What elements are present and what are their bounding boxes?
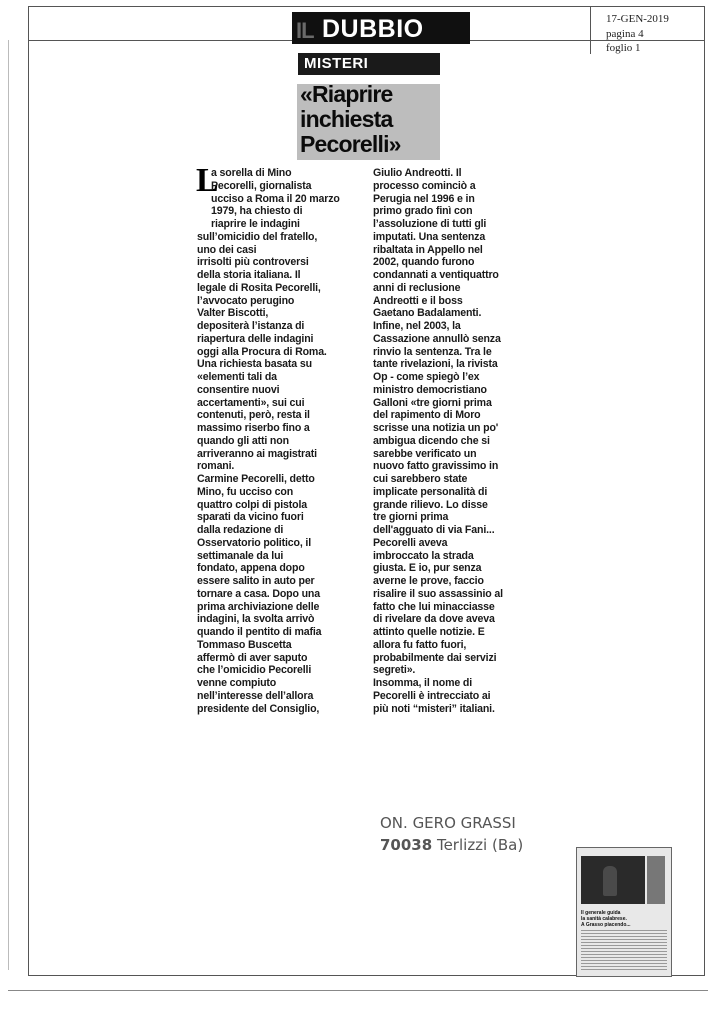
article-line: condannati a ventiquattro [373,269,499,281]
article-line: uno dei casi [197,243,257,256]
article-line: Una richiesta basata su [197,358,312,371]
article-line: 1979, ha chiesto di [211,205,303,218]
article-line: a sorella di Mino [211,167,292,179]
article-line: quattro colpi di pistola [197,498,307,511]
headline-line: inchiesta [300,106,393,132]
article-line: «elementi tali da [197,371,277,383]
thumbnail-side-photo [647,856,665,904]
article-line: imputati. Una sentenza [373,230,486,243]
article-line: implicate personalità di [373,485,488,498]
thumbnail-caption-line: A Grasso piacendo... [581,922,631,928]
article-line: arriveranno ai magistrati [197,447,317,460]
article-line: accertamenti», sui cui [197,396,305,409]
article-line: tornare a casa. Dopo una [197,587,320,600]
article-line: contenuti, però, resta il [197,409,310,422]
article-line: Infine, nel 2003, la [373,320,461,332]
article-line: nell’interesse dell’allora [197,689,314,702]
article-line: allora fu fatto fuori, [373,638,467,651]
article-line: consentire nuovi [197,383,280,396]
masthead-name: DUBBIO [322,15,424,43]
thumbnail-figure [603,866,617,896]
article-line: nuovo fatto gravissimo in [373,460,499,473]
article-line: risalire il suo assassinio al [373,587,503,600]
clip-sheet: foglio 1 [606,42,641,54]
article-line: dell'agguato di via Fani... [373,524,495,536]
article-line: Carmine Pecorelli, detto [197,473,315,485]
article-line: massimo riserbo fino a [197,422,310,434]
stamp-city: Terlizzi (Ba) [436,836,524,854]
article-line: prima archiviazione delle [197,600,320,613]
article-line: riaprire le indagini [211,218,300,230]
article-line: l’assoluzione di tutti gli [373,218,487,230]
headline-line: «Riaprire [300,81,393,107]
article-line: Gaetano Badalamenti. [373,307,482,320]
article-column-1 [196,162,357,715]
article-line: ribaltata in Appello nel [373,243,483,256]
article-line: ucciso a Roma il 20 marzo [211,192,340,205]
article-line: settimanale da lui [197,549,284,562]
scan-bottom-edge [8,990,708,991]
article-column-2 [373,167,523,715]
article-line: Pecorelli, giornalista [211,179,312,192]
article-line: processo cominciò a [373,179,476,192]
article-line: depositerà l’istanza di [197,320,305,332]
clip-page: pagina 4 [606,28,644,40]
article-line: oggi alla Procura di Roma. [197,345,327,358]
article-line: legale di Rosita Pecorelli, [197,281,321,294]
article-line: sarebbe verificato un [373,447,477,460]
section-label: MISTERI [304,55,369,72]
scan-left-edge [8,40,9,970]
article-line: Giulio Andreotti. Il [373,167,462,179]
article-line: scrisse una notizia un po' [373,422,499,434]
article-line: Mino, fu ucciso con [197,485,294,498]
article-line: Tommaso Buscetta [197,638,292,651]
office-stamp [380,812,523,856]
article-line: attinto quelle notizie. E [373,626,485,638]
thumbnail-caption-line: Il generale guida [581,910,621,916]
article-line: ministro democristiano [373,383,487,396]
article-line: ambigua dicendo che si [373,434,490,447]
headline-line: Pecorelli» [300,131,401,157]
article-line: irrisolti più controversi [197,256,309,269]
article-line: Cassazione annullò senza [373,332,501,345]
article-line: Valter Biscotti, [197,307,269,320]
article-line: giusta. E io, pur senza [373,562,482,575]
article-line: Perugia nel 1996 e in [373,192,475,205]
article-line: rinvio la sentenza. Tra le [373,345,492,358]
article-line: Galloni «tre giorni prima [373,396,492,409]
article-line: quando il pentito di mafia [197,626,322,638]
article-line: Op - come spiegò l’ex [373,371,480,383]
thumbnail-caption [581,910,641,928]
article-line: romani. [197,460,235,473]
article-line: l’avvocato perugino [197,294,295,307]
article-line: segreti». [373,664,416,677]
article-line: che l’omicidio Pecorelli [197,664,312,677]
article-line: imbroccato la strada [373,549,474,562]
article-line: tre giorni prima [373,511,449,524]
article-line: sull’omicidio del fratello, [197,230,318,243]
article-line: anni di reclusione [373,281,461,294]
article-line: tante rivelazioni, la rivista [373,358,498,371]
article-line: 2002, quando furono [373,256,475,269]
article-line: riapertura delle indagini [197,332,314,345]
article-line: grande rilievo. Lo disse [373,498,488,511]
article-line: primo grado finì con [373,205,473,218]
article-line: dalla redazione di [197,524,284,536]
article-line: presidente del Consiglio, [197,702,320,715]
article-line: del rapimento di Moro [373,409,481,422]
article-line: indagini, la svolta arrivò [197,613,315,626]
article-line: Pecorelli aveva [373,536,448,549]
section-rubric [298,53,440,75]
stamp-postcode: 70038 [380,836,433,854]
article-line: venne compiuto [197,677,277,689]
stamp-name: ON. GERO GRASSI [380,814,516,832]
clip-date: 17-GEN-2019 [606,13,669,25]
article-line: essere salito in auto per [197,575,315,587]
newspaper-masthead [292,12,470,44]
meta-divider [590,6,592,54]
page-thumbnail [576,847,672,977]
article-line: della storia italiana. Il [197,269,301,281]
article-line: fatto che lui minacciasse [373,600,495,613]
stamp-address [380,834,523,856]
article-line: averne le prove, faccio [373,575,484,587]
article-line: Osservatorio politico, il [197,536,311,549]
article-line: più noti “misteri” italiani. [373,702,495,715]
article-line: affermò di aver saputo [197,651,308,664]
article-headline [300,82,440,157]
drop-cap: L [196,162,219,199]
thumbnail-caption-line: la sanità calabrese. [581,916,627,922]
article-line: Andreotti e il boss [373,294,463,307]
article-line: cui sarebbero state [373,473,468,485]
article-line: quando gli atti non [197,434,289,447]
article-line: fondato, appena dopo [197,562,305,575]
article-line: Pecorelli è intrecciato ai [373,689,491,702]
article-line: probabilmente dai servizi [373,651,497,664]
article-line: di rivelare da dove aveva [373,613,495,626]
thumbnail-text-rows [581,930,667,970]
article-line: sparati da vicino fuori [197,511,304,524]
article-line: Insomma, il nome di [373,677,472,689]
masthead-prefix: IL [296,18,314,43]
